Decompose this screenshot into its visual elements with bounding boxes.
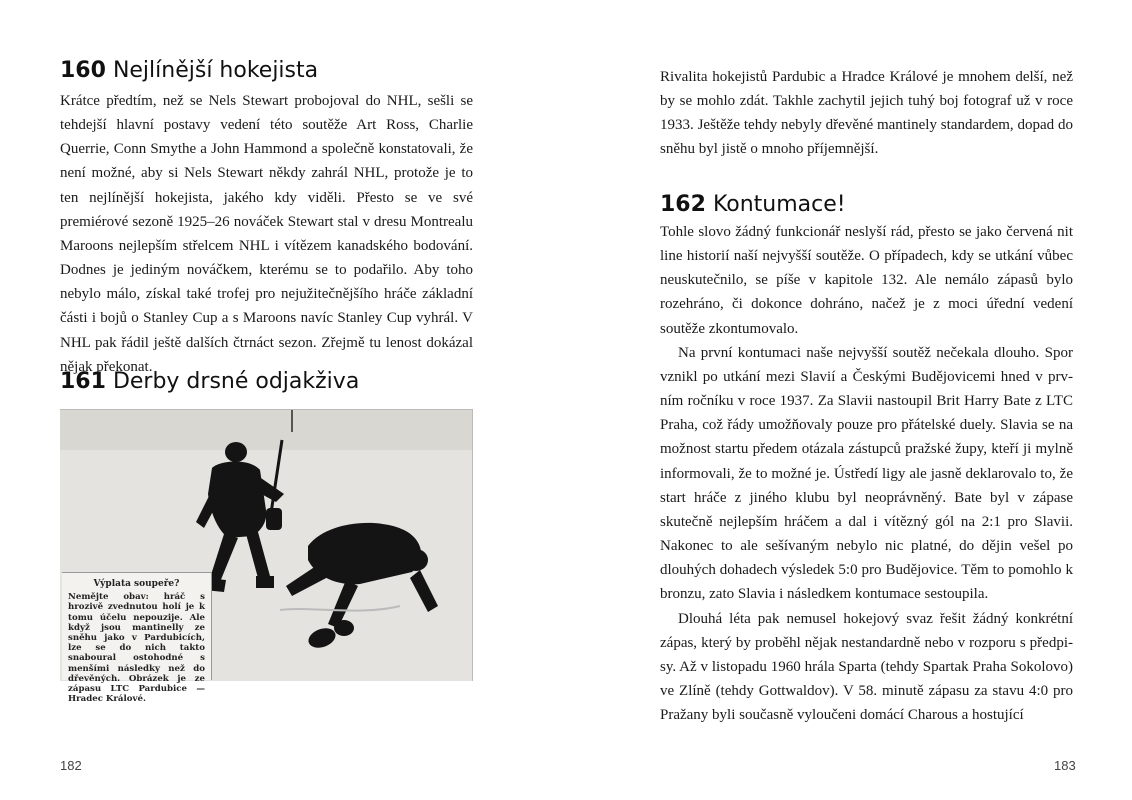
hockey-photo — [60, 409, 473, 705]
page-number-right: 183 — [1054, 758, 1076, 773]
section-162-paragraph-3: Dlouhá léta pak nemusel hokejový svaz řešit žádný konkrétní zápas, který by proběhl nějak nestandardně nebo v rozporu s předpisy. Až v listopadu 1960 hrála Sparta (tehdy Spartak Praha Sokolovo) ve Zlíně (tehdy Gottwaldov). V 58. minutě zápasu za stavu 4:0 pro Pražany byli současně vyloučeni domácí Charous a hostující — [660, 610, 1073, 724]
intro-paragraph: Rivalita hokejistů Pardubic a Hradce Králové je mnohem delší, než by se mohlo zdát. Takhle zachytil jejich tuhý boj fotograf už v roce 1933. Ještěže tehdy nebyly dřevěné mantinely standardem, dopad do sněhu byl jistě o mnoho příjemnější. — [660, 69, 1073, 158]
right-page — [566, 0, 1132, 800]
section-160-body — [60, 89, 473, 379]
newspaper-clipping — [62, 572, 212, 705]
section-161-number: 161 — [60, 369, 106, 394]
section-162-number: 162 — [660, 192, 706, 217]
section-162-heading — [660, 192, 846, 217]
section-160-paragraph: Krátce předtím, než se Nels Stewart probojoval do NHL, sešli se tehdejší hlavní postavy vedení této soutěže Art Ross, Charlie Querrie, Conn Smythe a John Hammond a společně konstatovali, že není možné, aby si Nels Stewart někdy zahrál NHL, protože je to ten nejlínější hokejista, jakého kdy viděli. Přesto se ve své premiérové sezoně 1925–26 nováček Stewart stal v dresu Montrealu Maroons nejlepším střelcem NHL i vítězem kanadského bodování. Dodnes je jediným nováčkem, kterému se to podařilo. Aby toho nebylo málo, získal také trofej pro nejužitečnějšího hráče základní části i bojů o Stanley Cup a s Maroons navíc Stanley Cup vyhrál. V NHL pak řádil ještě dalších čtrnáct sezon. Zřejmě tu lenost dokázal nějak překonat. — [60, 93, 473, 375]
section-162-title: Kontumace! — [712, 192, 846, 217]
section-162-body — [660, 220, 1073, 727]
section-162-paragraph-2: Na první kontumaci naše nejvyšší soutěž nečekala dlouho. Spor vznikl po utkání mezi Slavií a Českými Budějovicemi hned v prvním ročníku v roce 1937. Za Slavii nastoupil Brit Harry Bate z LTC Praha, což řády umožňovaly pouze pro přátelské duely. Slavia se na možnost startu předem otázala zástupců pražské župy, kteří ji mylně informovali, že to možné je. Ústředí ligy ale jasně deklarovalo to, že start hráče z jiného klubu byl neoprávněný. Bate byl v zápase skutečně nejlepším hráčem a dal i vítězný gól na 2:1 pro Slavii. Nakonec to ale sešívaným nebylo nic platné, do dějin vešel po dlouhých dohadech výsledek 5:0 pro Budějovice. Těm to pomohlo k bronzu, zato Slavia i následkem kontumace sestoupila. — [660, 344, 1073, 603]
intro-text — [660, 65, 1073, 162]
section-161-title: Derby drsné odjakživa — [112, 369, 360, 394]
section-160-heading — [60, 58, 318, 83]
section-160-number: 160 — [60, 58, 106, 83]
section-160-title: Nejlínější hokejista — [112, 58, 319, 83]
clipping-title: Výplata soupeře? — [93, 579, 180, 589]
section-162-paragraph-1: Tohle slovo žádný funkcionář neslyší rád, přesto se jako červená nit line historií naší nejvyšší soutěže. O případech, kdy se utkání vůbec neuskutečnilo, se píše v kapitole 132. Ale nemálo zápasů bylo rozehráno, či dokonce dohráno, načež je z moci úřední vedení soutěže zkontumovalo. — [660, 224, 1073, 337]
page-number-left: 182 — [60, 758, 82, 773]
clipping-body: Nemějte obav: hráč s hrozivě zvednutou holí je k tomu účelu nepouzije. Ale když jsou mantinelly ze sněhu jako v Pardubicích, lze se do nich takto snaboural ostohodné s menšími následky než do dřevěných. Obrázek je ze zápasu LTC Pardubice —Hradec Králové. — [68, 592, 205, 705]
section-161-heading — [60, 369, 359, 394]
